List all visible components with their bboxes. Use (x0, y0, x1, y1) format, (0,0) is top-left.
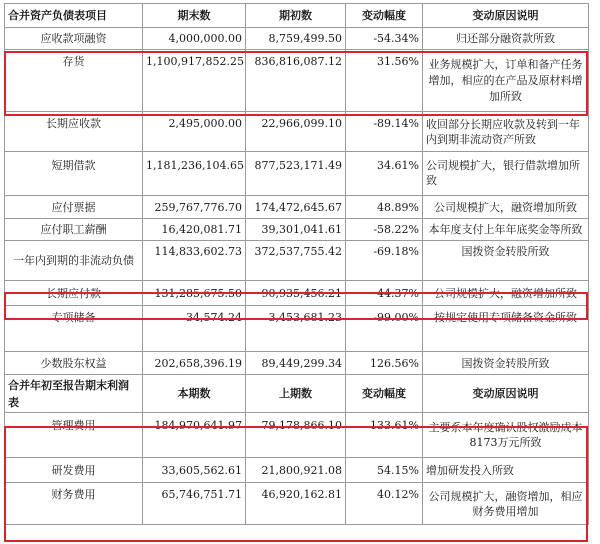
header-item: 合并年初至报告期末利润表 (5, 375, 143, 413)
change-value: 126.56% (346, 352, 423, 375)
begin-value: 8,759,499.50 (246, 28, 346, 50)
end-value: 1,100,917,852.25 (143, 50, 246, 112)
reason-text: 公司规模扩大，融资增加，相应财务费用增加 (423, 483, 589, 525)
begin-value: 372,537,755.42 (246, 241, 346, 281)
end-value: 184,970,641.97 (143, 413, 246, 458)
item-name: 应付票据 (5, 196, 143, 219)
begin-value: 21,800,921.08 (246, 458, 346, 483)
table-row (5, 306, 589, 352)
item-name: 一年内到期的非流动负债 (5, 241, 143, 281)
balance-header-row (5, 4, 589, 28)
item-name: 应付职工薪酬 (5, 219, 143, 241)
header-begin: 上期数 (246, 375, 346, 413)
reason-text: 业务规模扩大，订单和备产任务增加，相应的在产品及原材料增加所致 (423, 50, 589, 112)
reason-text: 本年度支付上年年底奖金等所致 (423, 219, 589, 241)
change-value: 40.12% (346, 483, 423, 525)
begin-value: 89,449,299.34 (246, 352, 346, 375)
reason-text: 归还部分融资款所致 (423, 28, 589, 50)
end-value: 131,285,675.50 (143, 281, 246, 306)
item-name: 长期应付款 (5, 281, 143, 306)
reason-text: 公司规模扩大，银行借款增加所致 (423, 152, 589, 196)
table-row (5, 50, 589, 112)
change-value: 48.89% (346, 196, 423, 219)
table-row (5, 281, 589, 306)
begin-value: 836,816,087.12 (246, 50, 346, 112)
reason-text: 公司规模扩大，融资增加所致 (423, 281, 589, 306)
income-header-row (5, 375, 589, 413)
begin-value: 79,178,866.10 (246, 413, 346, 458)
item-name: 财务费用 (5, 483, 143, 525)
item-name: 存货 (5, 50, 143, 112)
header-reason: 变动原因说明 (423, 375, 589, 413)
reason-text: 增加研发投入所致 (423, 458, 589, 483)
item-name: 少数股东权益 (5, 352, 143, 375)
change-value: -54.34% (346, 28, 423, 50)
item-name: 应收款项融资 (5, 28, 143, 50)
change-value: -99.00% (346, 306, 423, 352)
reason-text: 国拨资金转股所致 (423, 352, 589, 375)
begin-value: 174,472,645.67 (246, 196, 346, 219)
change-value: 31.56% (346, 50, 423, 112)
table-row (5, 219, 589, 241)
header-end: 期末数 (143, 4, 246, 28)
end-value: 114,833,602.73 (143, 241, 246, 281)
header-end: 本期数 (143, 375, 246, 413)
begin-value: 22,966,099.10 (246, 112, 346, 152)
reason-text: 主要系本年度确认股权激励成本8173万元所致 (423, 413, 589, 458)
header-begin: 期初数 (246, 4, 346, 28)
end-value: 1,181,236,104.65 (143, 152, 246, 196)
end-value: 65,746,751.71 (143, 483, 246, 525)
header-change: 变动幅度 (346, 375, 423, 413)
table-row (5, 483, 589, 525)
reason-text: 按规定使用专项储备资金所致 (423, 306, 589, 352)
table-row (5, 352, 589, 375)
change-value: -89.14% (346, 112, 423, 152)
item-name: 管理费用 (5, 413, 143, 458)
item-name: 研发费用 (5, 458, 143, 483)
item-name: 专项储备 (5, 306, 143, 352)
financial-table (4, 3, 589, 525)
change-value: -58.22% (346, 219, 423, 241)
end-value: 33,605,562.61 (143, 458, 246, 483)
begin-value: 877,523,171.49 (246, 152, 346, 196)
begin-value: 90,935,456.21 (246, 281, 346, 306)
table-row (5, 152, 589, 196)
reason-text: 公司规模扩大，融资增加所致 (423, 196, 589, 219)
table-row (5, 28, 589, 50)
change-value: 34.61% (346, 152, 423, 196)
header-change: 变动幅度 (346, 4, 423, 28)
begin-value: 3,453,681.23 (246, 306, 346, 352)
reason-text: 国拨资金转股所致 (423, 241, 589, 281)
table-row (5, 241, 589, 281)
table-row (5, 196, 589, 219)
change-value: 54.15% (346, 458, 423, 483)
change-value: 133.61% (346, 413, 423, 458)
header-reason: 变动原因说明 (423, 4, 589, 28)
end-value: 2,495,000.00 (143, 112, 246, 152)
header-item: 合并资产负债表项目 (5, 4, 143, 28)
table-row (5, 458, 589, 483)
item-name: 长期应收款 (5, 112, 143, 152)
begin-value: 46,920,162.81 (246, 483, 346, 525)
change-value: 44.37% (346, 281, 423, 306)
begin-value: 39,301,041.61 (246, 219, 346, 241)
end-value: 259,767,776.70 (143, 196, 246, 219)
end-value: 202,658,396.19 (143, 352, 246, 375)
change-value: -69.18% (346, 241, 423, 281)
item-name: 短期借款 (5, 152, 143, 196)
table-row (5, 413, 589, 458)
reason-text: 收回部分长期应收款及转到一年内到期非流动资产所致 (423, 112, 589, 152)
end-value: 34,574.24 (143, 306, 246, 352)
end-value: 16,420,081.71 (143, 219, 246, 241)
table-row (5, 112, 589, 152)
end-value: 4,000,000.00 (143, 28, 246, 50)
